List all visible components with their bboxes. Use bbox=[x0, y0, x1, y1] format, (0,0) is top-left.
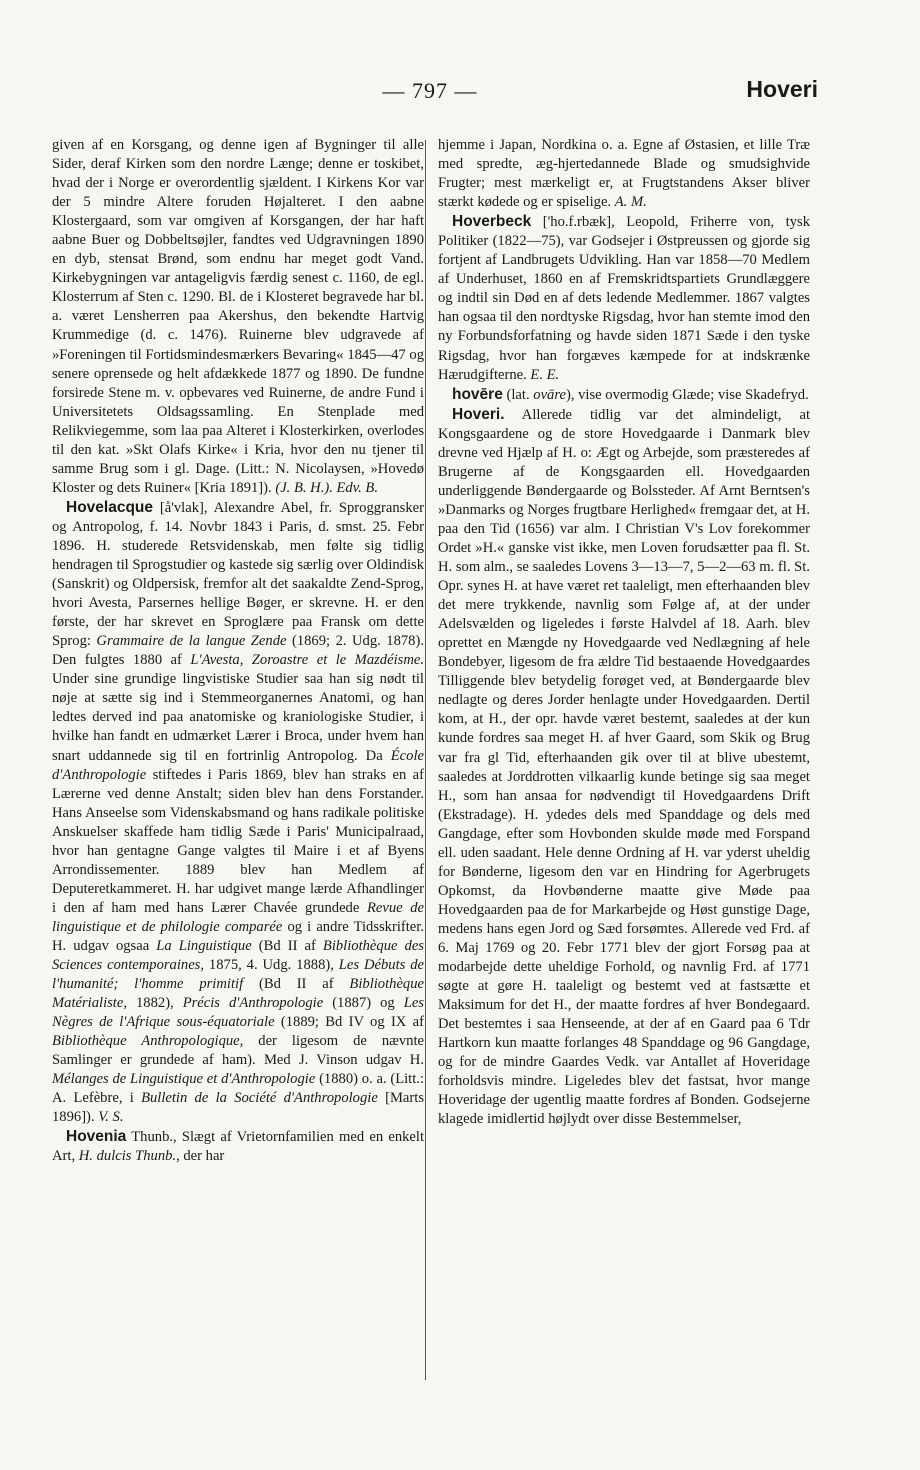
entry-text: (1880) o. a. (Litt.: A. Lefèbre, i bbox=[52, 1071, 424, 1107]
book-title: Précis d'Anthropologie bbox=[182, 995, 324, 1012]
book-title: Les Nègres de l'Afrique sous-équatoriale bbox=[52, 995, 424, 1031]
species-name: H. dulcis Thunb. bbox=[78, 1148, 177, 1165]
author-signature: V. S. bbox=[98, 1109, 124, 1126]
entry-text: (Bd II af bbox=[258, 976, 334, 993]
entry-text: Allerede tidlig var det almindeligt, at Kongsgaardene og de store Hovedgaarde i Danmark blev drevne ved Hjælp af H. o: Ægt og Arbejde, som præsteredes af Brugerne af de Kongsgaarden ell. Hovedgaarden underliggende Bøndergaarde og Bolssteder. Af Arnt Berntsen's »Danmarks og Norges frugtbare Herlighed« fremgaar det, at H. paa den Tid (1656) var alm. I Christian V's Lov forekommer Ordet »H.« ganske vist ikke, men Loven forudsætter paa fl. St. H. som alm., se saaledes Lovens 3—13—7, 5—2—63 m. fl. St. Opr. synes H. at have været ret taaleligt, men efterhaanden blev det mere trykkende, navnlig som Følge af, at der under Adelsvælden og ligeledes i første Halvdel af 18. Aarh. blev oprettet en Mængde ny Hovedgaarde ved Nedlægning af hele Bondebyer, ligesom de fra ældre Tid bestaaende Hovedgaardes Tilliggende blev betydelig forøget ved, at Bøndergaarde blev nedlagte og deres Jorder henlagte under Hovedgaarden. Dertil kom, at H., der opr. havde været bestemt, saaledes at der kun kunde fordres saa meget H. af hver Gaard, som Skik og Brug var fra gl Tid, efterhaanden gik over til at blive ubestemt, saaledes at Jorddrotten vilkaarlig kunde betinge sig saa meget H., som han ansaa for nødvendigt til Hovedgaardens Drift (Ekstradage). H. ydedes dels med Spanddage og dels med Gangdage, efter som Hovbonden skulde møde med Forspand ell. uden saadant. Hele denne Ordning af H. var yderst uheldig for Bønderne, ligesom den var en Hindring for Agerbrugets Opkomst, da Hovbønderne maatte give Møde paa Hovedgaarden paa de for Markarbejde og Høst gunstige Dage, medens hans egen Jord og Sæd forsømtes. Allerede ved Frd. af 6. Maj 1769 og 20. Febr 1771 blev der gjort Forsøg paa at modarbejde dette uheldige Forhold, og navnlig Frd. af 1771 søgte at gøre H. taaleligt og bestemt ved at fastsætte et Maksimum for det H., der maatte fordres af hver Bondegaard. Det bestemtes i saa Henseende, at der af en Gaard paa 6 Tdr Hartkorn kun maatte forlanges 48 Spanddage og 96 Gangdage, og for de mindre Gaardes Vedk. var Antallet af Hoveridage forholdsvis mindre. Ligeledes blev det fastsat, hvor mange Hoveridage der ugentlig maatte fordres af Bonden. Godsejerne klagede imidlertid højlydt over disse Bestemmelser, bbox=[438, 406, 811, 1128]
entry-text: (1889; Bd IV og IX af bbox=[280, 1014, 424, 1031]
headword: Hoveri. bbox=[452, 405, 505, 423]
entry-text: , der har bbox=[176, 1148, 225, 1165]
book-title: La Linguistique bbox=[156, 937, 252, 954]
entry-text: 1875, 4. Udg. 1888), bbox=[208, 957, 334, 974]
journal-title: Bulletin de la Société d'Anthropologie bbox=[141, 1090, 378, 1107]
column-divider bbox=[425, 140, 426, 1380]
book-title: L'Avesta, Zoroastre et le Mazdéisme. bbox=[190, 652, 424, 669]
entry-hoverbeck bbox=[438, 212, 810, 384]
entry-text: stiftedes i Paris 1869, blev han straks en af Lærerne ved denne Anstalt; siden blev han dens Forstander. Hans Anseelse som Videnskabsmand og hans radikale politiske Anskuelser skaffede ham tidlig Sæde i Paris' Municipalraad, hvor han gentagne Gange valgtes til Maire i et af Byens Arrondissementer. 1889 blev han Medlem af Deputeretkammeret. H. har udgivet mange lærde Afhandlinger i den af ham med hans Lærer Chavée grundede bbox=[52, 766, 424, 916]
headword: Hoverbeck bbox=[452, 213, 532, 231]
headword: Hovelacque bbox=[66, 498, 154, 516]
latin-word: ovāre bbox=[533, 386, 566, 403]
page-number: — 797 — bbox=[382, 78, 478, 103]
running-head: Hoveri bbox=[746, 76, 818, 102]
entry-text: [Marts 1896]). bbox=[52, 1090, 425, 1126]
entry-hovere bbox=[438, 385, 810, 405]
entry-text: Thunb., Slægt af Vrietornfamilien med en enkelt Art, bbox=[52, 1129, 424, 1165]
entry-text: (1869; 2. Udg. 1878). Den fulgtes 1880 af bbox=[52, 633, 424, 669]
entry-text: hjemme i Japan, Nordkina o. a. Egne af Østasien, et lille Træ med spredte, æg-hjertedannede Blade og smudsighvide Frugter; mest mærkeligt er, at Frugtstandens Akser bliver stærkt kødede og er spiselige. bbox=[438, 137, 810, 211]
series-title: Bibliothèque Anthropologique, bbox=[52, 1033, 244, 1050]
author-signature: (J. B. H.). Edv. B. bbox=[275, 479, 378, 496]
entry-hovenia-continuation bbox=[438, 136, 810, 212]
entry-text: Under sine grundige lingvistiske Studier saa han sig nødt til nøje at sætte sig ind i Stemmeorganernes Anatomi, og han ledtes derved ind paa anatomiske og kraniologiske Studier, i hvilke han fandt en udmærket Lærer i Broca, under hvem han snart uddannede sig til en fortrinlig Antropolog. Da bbox=[52, 671, 424, 764]
book-title: Mélanges de Linguistique et d'Anthropologie bbox=[52, 1071, 316, 1088]
right-column bbox=[438, 136, 810, 1129]
journal-title: Revue de linguistique et de philologie comparée bbox=[52, 899, 424, 935]
series-title: Bibliothèque des Sciences contemporaines, bbox=[52, 937, 424, 974]
entry-text: (lat. bbox=[506, 386, 530, 403]
book-title: Grammaire de la langue Zende bbox=[96, 633, 287, 650]
entry-text: ['ho.f.rbæk], Leopold, Friherre von, tysk Politiker (1822—75), var Godsejer i Østpreussen og gjorde sig fortjent af Landbrugets Udvikling. Han var 1858—70 Medlem af Underhuset, 1860 en af Fremskridtspartiets Grundlæggere og indtil sin Død en af dets ledende Medlemmer. 1867 valgtes han ogsaa til den nordtyske Rigsdag, hvor han stemte imod den ny Forbundsforfatning og havde siden 1871 Sæde i den tyske Rigsdag, hvor han forgæves kæmpede for at indskrænke Hærudgifterne. bbox=[438, 214, 810, 383]
entry-text: der ligesom de nævnte Samlinger er grundede af ham). Med J. Vinson udgav H. bbox=[52, 1033, 424, 1069]
headword: Hovenia bbox=[66, 1128, 127, 1146]
book-title: Les Débuts de l'humanité; l'homme primitif bbox=[52, 957, 424, 993]
entry-text: (1887) og bbox=[332, 995, 395, 1012]
entry-text: given af en Korsgang, og denne igen af Bygninger til alle Sider, deraf Kirken som den nordre Længe; denne er toskibet, hvad der i Norge er overordentlig sjældent. I Kirkens Kor var der 5 mindre Altere foruden Højalteret. I den aabne Klostergaard, som var omgiven af Korsgangen, der har haft aabne Buer og Dobbeltsøjler, fandtes ved Udgravningen 1890 en dyb, stensat Brønd, som endnu har meget godt Vand. Kirkebygningen var antageligvis færdig senest c. 1160, de egl. Klosterrum af Sten c. 1290. Bl. de i Klosteret begravede har bl. a. været Lensherren paa Akershus, den bekendte Hartvig Krummedige (d. c. 1476). Ruinerne blev udgravede af »Foreningen til Fortidsmindesmærkers Bevaring« 1845—47 og senere oprensede og helt afdækkede 1877 og 1890. De fundne forsirede Stene m. v. opbevares ved Ruinerne, de andre Fund i Universitetets Oldsagssamling. En Stenplade med Relikviegemme, som laa paa Alteret i Klosterkirken, overlodes til den kat. »Skt Olafs Kirke« i Kria, hvor den nu tjener til samme Brug som i gl. Dage. (Litt.: N. Nicolaysen, »Hovedø Kloster og dets Ruiner« [Kria 1891]). bbox=[52, 137, 424, 496]
entry-text: 1882), bbox=[136, 995, 174, 1012]
author-signature: A. M. bbox=[614, 194, 647, 211]
entry-hovelacque bbox=[52, 498, 424, 1128]
entry-hovenia bbox=[52, 1127, 424, 1166]
entry-text: og i andre Tidsskrifter. H. udgav ogsaa bbox=[52, 918, 424, 954]
series-title: Bibliothèque Matérialiste, bbox=[52, 976, 424, 1012]
institution-name: École d'Anthropologie bbox=[52, 747, 424, 783]
entry-hoveri bbox=[438, 405, 810, 1130]
entry-hovedo-continuation bbox=[52, 136, 424, 498]
entry-text: (Bd II af bbox=[258, 937, 316, 954]
headword: hovēre bbox=[452, 385, 503, 403]
author-signature: E. E. bbox=[530, 366, 560, 383]
entry-text: ), vise overmodig Glæde; vise Skadefryd. bbox=[565, 386, 809, 403]
left-column bbox=[52, 136, 424, 1167]
entry-text: [å'vlak], Alexandre Abel, fr. Sproggransker og Antropolog, f. 14. Novbr 1843 i Paris, d. smst. 25. Febr 1896. H. studerede Retsvidenskab, men følte sig tidlig hendragen til Sprogstudier og kastede sig særlig over Oldindisk (Sanskrit) og Oldpersisk, fremfor alt det saakaldte Zend-Sprog, hvori Avesta, Parsernes hellige Bøger, er skrevne. H. er den første, der har skrevet en Sproglære paa Fransk om dette Sprog: bbox=[52, 499, 424, 650]
